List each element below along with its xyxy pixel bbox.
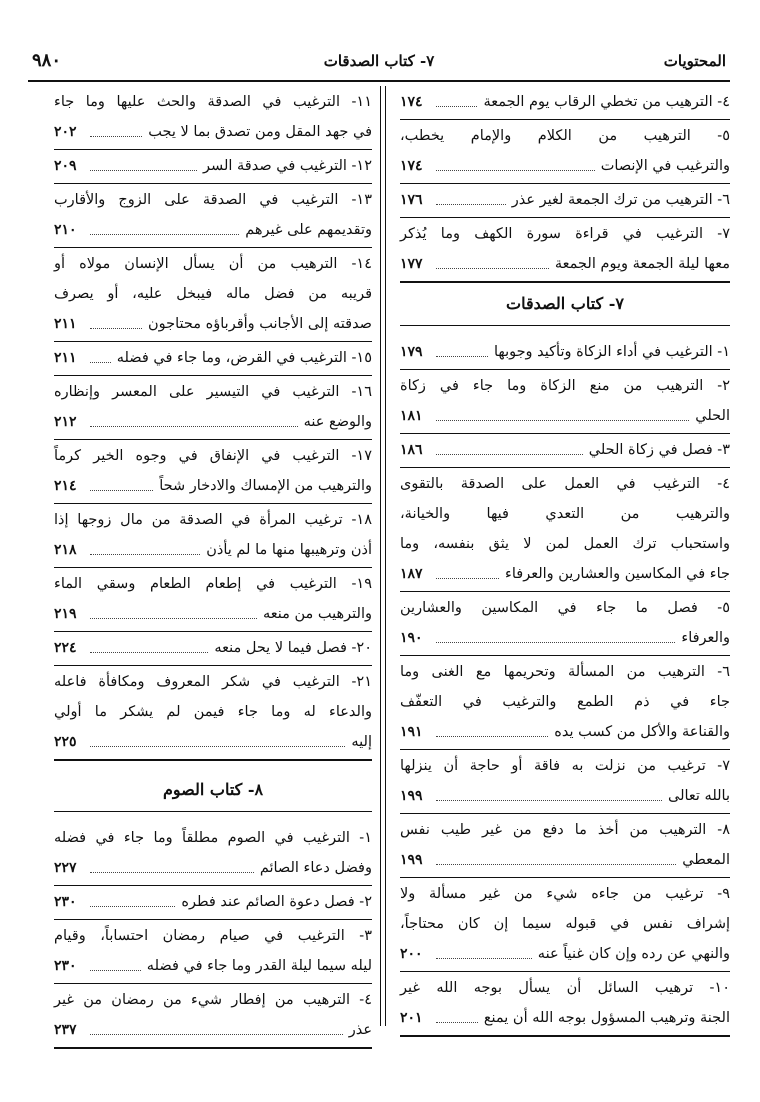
toc-entry-line xyxy=(400,435,730,465)
toc-page-number: ٢٢٧ xyxy=(54,860,77,876)
left-column-bottom-entries xyxy=(54,822,372,1049)
toc-entry[interactable] xyxy=(54,984,372,1049)
dot-leader xyxy=(436,401,689,421)
toc-entry-line xyxy=(54,599,372,629)
toc-entry-line xyxy=(400,249,730,279)
toc-entry[interactable] xyxy=(54,504,372,568)
dot-leader xyxy=(436,717,548,737)
toc-entry[interactable] xyxy=(400,750,730,814)
toc-entry[interactable] xyxy=(54,886,372,920)
toc-entry-line xyxy=(400,151,730,181)
dot-leader xyxy=(436,623,675,643)
toc-entry-text: ١٤- الترهيب من أن يسأل الإنسان مولاه أو xyxy=(54,256,372,272)
column-divider xyxy=(380,86,386,1026)
toc-entry-line xyxy=(54,727,372,757)
toc-entry-line xyxy=(54,309,372,339)
toc-entry[interactable] xyxy=(400,336,730,370)
dot-leader xyxy=(90,727,345,747)
toc-entry-text: وفضل دعاء الصائم xyxy=(259,860,372,876)
section-title-sadaqat: ٧- كتاب الصدقات xyxy=(400,283,730,326)
toc-entry-line xyxy=(54,471,372,501)
page-number: ٩٨٠ xyxy=(32,50,62,71)
dot-leader xyxy=(90,887,175,907)
toc-entry-text: قريبه من فضل ماله فيبخل عليه، أو يصرف xyxy=(54,286,372,302)
toc-entry-text: ١١- الترغيب في الصدقة والحث عليها وما جاء xyxy=(54,94,372,110)
toc-entry[interactable] xyxy=(400,878,730,972)
toc-entry-line xyxy=(400,815,730,845)
toc-entry-line xyxy=(54,535,372,565)
dot-leader xyxy=(436,249,549,269)
dot-leader xyxy=(436,559,499,579)
toc-page-number: ١٩١ xyxy=(400,724,423,740)
toc-entry-line xyxy=(54,1015,372,1045)
toc-page-number: ١٩٩ xyxy=(400,852,423,868)
toc-page-number: ١٧٦ xyxy=(400,192,423,208)
toc-entry-text: والترهيب من الإمساك والادخار شحاً xyxy=(159,478,372,494)
toc-page-number: ١٨٧ xyxy=(400,566,423,582)
toc-entry-line xyxy=(400,121,730,151)
toc-page-number: ٢١١ xyxy=(54,316,77,332)
toc-entry-line xyxy=(400,593,730,623)
toc-entry-line xyxy=(400,781,730,811)
toc-page-number: ٢١٢ xyxy=(54,414,77,430)
toc-entry-text: واستحباب ترك العمل لمن لا يثق بنفسه، وما xyxy=(400,536,730,552)
dot-leader xyxy=(436,845,676,865)
toc-entry-line xyxy=(54,985,372,1015)
toc-entry-text: الجنة وترهيب المسؤول بوجه الله أن يمنع xyxy=(483,1010,730,1026)
toc-entry[interactable] xyxy=(400,592,730,656)
toc-entry-text: ١٧- الترغيب في الإنفاق في وجوه الخير كرماً xyxy=(54,448,372,464)
toc-entry[interactable] xyxy=(54,342,372,376)
left-column xyxy=(54,86,372,1049)
toc-entry-text: ٦- الترهيب من المسألة وتحريمها مع الغنى وما xyxy=(400,664,730,680)
toc-entry-line xyxy=(54,951,372,981)
dot-leader xyxy=(90,471,153,491)
toc-entry-text: ١٣- الترغيب في الصدقة على الزوج والأقارب xyxy=(54,192,372,208)
toc-entry-text: ١٢- الترغيب في صدقة السر xyxy=(203,158,372,174)
toc-page-number: ٢٢٥ xyxy=(54,734,77,750)
toc-entry-text: ١٨- ترغيب المرأة في الصدقة من مال زوجها إذا xyxy=(54,512,372,528)
toc-page-number: ٢٠٠ xyxy=(400,946,423,962)
toc-entry-line xyxy=(54,921,372,951)
toc-entry-text: في جهد المقل ومن تصدق بما لا يجب xyxy=(148,124,372,140)
toc-entry[interactable] xyxy=(400,434,730,468)
toc-entry[interactable] xyxy=(400,218,730,283)
dot-leader xyxy=(436,1003,478,1023)
toc-entry-text: ٣- الترغيب في صيام رمضان احتساباً، وقيام xyxy=(54,928,372,944)
toc-entry-line xyxy=(54,823,372,853)
toc-page-number: ٢٣٠ xyxy=(54,958,77,974)
toc-entry-line xyxy=(400,973,730,1003)
right-column-top-entries xyxy=(400,86,730,283)
toc-entry-text: ٨- الترهيب من أخذ ما دفع من غير طيب نفس xyxy=(400,822,730,838)
toc-entry-line xyxy=(400,469,730,499)
toc-entry-text: جاء في المكاسين والعشارين والعرفاء xyxy=(505,566,730,582)
toc-page-number: ٢٣٠ xyxy=(54,894,77,910)
toc-page-number: ٢١٩ xyxy=(54,606,77,622)
dot-leader xyxy=(90,853,254,873)
dot-leader xyxy=(90,151,197,171)
toc-entry-text: ليله سيما ليلة القدر وما جاء في فضله xyxy=(146,958,372,974)
toc-entry-line xyxy=(400,657,730,687)
toc-entry-text: ١٠- ترهيب السائل أن يسأل بوجه الله غير xyxy=(400,980,730,996)
right-column xyxy=(400,86,730,1037)
toc-entry-line xyxy=(54,249,372,279)
toc-entry-line xyxy=(54,633,372,663)
toc-entry-text: ٤- الترهيب من إفطار شيء من رمضان من غير xyxy=(54,992,372,1008)
toc-entry-text: ٢٠- فصل فيما لا يحل منعه xyxy=(214,640,372,656)
toc-entry-line xyxy=(54,853,372,883)
toc-entry[interactable] xyxy=(400,972,730,1037)
toc-entry[interactable] xyxy=(400,468,730,592)
toc-page-number: ١٨١ xyxy=(400,408,423,424)
toc-entry-text: والوضع عنه xyxy=(303,414,372,430)
toc-entry-line xyxy=(400,687,730,717)
toc-page-number: ١٩٩ xyxy=(400,788,423,804)
toc-entry[interactable] xyxy=(54,632,372,666)
toc-entry[interactable] xyxy=(54,822,372,886)
toc-entry-text: ٧- ترغيب من نزلت به فاقة أو حاجة أن ينزلها xyxy=(400,758,730,774)
toc-entry-line xyxy=(400,845,730,875)
toc-entry-text: ١- الترغيب في الصوم مطلقاً وما جاء في فضله xyxy=(54,830,372,846)
toc-entry-text: صدقته إلى الأجانب وأقرباؤه محتاجون xyxy=(148,316,372,332)
toc-entry-line xyxy=(400,401,730,431)
dot-leader xyxy=(90,215,239,235)
toc-entry-line xyxy=(400,623,730,653)
toc-entry-line xyxy=(54,279,372,309)
toc-entry-text: معها ليلة الجمعة ويوم الجمعة xyxy=(554,256,730,272)
toc-entry-text: إليه xyxy=(351,734,372,750)
toc-page-number: ٢١٠ xyxy=(54,222,77,238)
toc-entry[interactable] xyxy=(54,440,372,504)
toc-entry-line xyxy=(54,667,372,697)
toc-entry-line xyxy=(400,879,730,909)
toc-entry-text: بالله تعالى xyxy=(667,788,730,804)
toc-entry-line xyxy=(400,337,730,367)
dot-leader xyxy=(436,337,488,357)
toc-entry-text: أذن وترهيبها منها ما لم يأذن xyxy=(206,542,372,558)
header-section-label: المحتويات xyxy=(663,52,726,70)
dot-leader xyxy=(436,151,595,171)
toc-entry[interactable] xyxy=(400,86,730,120)
right-column-entries xyxy=(400,336,730,1037)
toc-entry-text: ٣- فصل في زكاة الحلي xyxy=(588,442,730,458)
dot-leader xyxy=(90,599,257,619)
dot-leader xyxy=(90,951,141,971)
toc-page-number: ١٧٤ xyxy=(400,158,423,174)
toc-entry-text: الحلي xyxy=(695,408,730,424)
toc-entry-text: والنهي عن رده وإن كان غنياً عنه xyxy=(537,946,730,962)
toc-entry-text: ١٦- الترغيب في التيسير على المعسر وإنظاره xyxy=(54,384,372,400)
toc-entry[interactable] xyxy=(54,86,372,150)
toc-entry-line xyxy=(400,499,730,529)
toc-entry-line xyxy=(400,185,730,215)
toc-entry-line xyxy=(54,569,372,599)
toc-entry-text: ١٥- الترغيب في القرض، وما جاء في فضله xyxy=(116,350,372,366)
dot-leader xyxy=(436,185,506,205)
toc-entry-line xyxy=(400,909,730,939)
toc-entry-text: ١٩- الترغيب في إطعام الطعام وسقي الماء xyxy=(54,576,372,592)
toc-entry-text: عذر xyxy=(348,1022,372,1038)
dot-leader xyxy=(90,633,208,653)
toc-entry-line xyxy=(54,343,372,373)
dot-leader xyxy=(90,117,142,137)
dot-leader xyxy=(90,535,200,555)
toc-entry-line xyxy=(54,117,372,147)
dot-leader xyxy=(436,939,532,959)
dot-leader xyxy=(436,781,662,801)
toc-entry-text: والترهيب من التعدي فيها والخيانة، xyxy=(400,506,730,522)
toc-page-number: ١٧٩ xyxy=(400,344,423,360)
toc-page-number: ٢٠٢ xyxy=(54,124,77,140)
toc-entry-line xyxy=(54,505,372,535)
toc-entry-text: ٤- الترغيب في العمل على الصدقة بالتقوى xyxy=(400,476,730,492)
toc-page-number: ٢٠٩ xyxy=(54,158,77,174)
toc-entry[interactable] xyxy=(400,184,730,218)
toc-entry-text: ٢- فصل دعوة الصائم عند فطره xyxy=(181,894,372,910)
toc-entry-line xyxy=(400,559,730,589)
toc-entry-text: ١- الترغيب في أداء الزكاة وتأكيد وجوبها xyxy=(493,344,730,360)
toc-page-number: ١٩٠ xyxy=(400,630,423,646)
toc-entry-line xyxy=(400,529,730,559)
toc-entry-text: وتقديمهم على غيرهم xyxy=(245,222,372,238)
section-title-sawm: ٨- كتاب الصوم xyxy=(54,769,372,812)
toc-entry-line xyxy=(400,219,730,249)
toc-entry-line xyxy=(400,751,730,781)
toc-entry-text: ٩- ترغيب من جاءه شيء من غير مسألة ولا xyxy=(400,886,730,902)
toc-entry-text: المعطي xyxy=(682,852,730,868)
toc-entry[interactable] xyxy=(54,568,372,632)
toc-entry-line xyxy=(400,371,730,401)
toc-entry[interactable] xyxy=(400,656,730,750)
toc-entry[interactable] xyxy=(54,184,372,248)
toc-page-number: ٢٠١ xyxy=(400,1010,423,1026)
page-header xyxy=(28,50,730,82)
toc-page-number: ٢٣٧ xyxy=(54,1022,77,1038)
toc-entry-text: ٧- الترغيب في قراءة سورة الكهف وما يُذكر xyxy=(400,226,730,242)
dot-leader xyxy=(90,407,298,427)
toc-entry-line xyxy=(400,1003,730,1033)
toc-entry-text: ٢١- الترغيب في شكر المعروف ومكافأة فاعله xyxy=(54,674,372,690)
toc-entry-text: جاء في ذم الطمع والترغيب في التعفّف xyxy=(400,694,730,710)
toc-entry-text: ٤- الترهيب من تخطي الرقاب يوم الجمعة xyxy=(483,94,730,110)
toc-entry-text: والدعاء له وما جاء فيمن لم يشكر ما أولي xyxy=(54,704,372,720)
toc-entry-text: ٥- فصل ما جاء في المكاسين والعشارين xyxy=(400,600,730,616)
toc-entry-text: والترغيب في الإنصات xyxy=(600,158,730,174)
toc-entry-text: والترهيب من منعه xyxy=(262,606,372,622)
dot-leader xyxy=(90,1015,343,1035)
toc-entry-text: إشراف نفس في قبوله سيما إن كان محتاجاً، xyxy=(400,916,730,932)
toc-entry-line xyxy=(54,215,372,245)
dot-leader xyxy=(90,309,142,329)
toc-entry-line xyxy=(54,87,372,117)
toc-entry-line xyxy=(400,87,730,117)
toc-page-number: ٢١١ xyxy=(54,350,77,366)
toc-entry[interactable] xyxy=(54,920,372,984)
toc-entry[interactable] xyxy=(54,376,372,440)
toc-entry[interactable] xyxy=(54,248,372,342)
toc-entry[interactable] xyxy=(54,666,372,761)
toc-page-number: ١٧٤ xyxy=(400,94,423,110)
toc-page-number: ٢٢٤ xyxy=(54,640,77,656)
toc-entry-text: ٥- الترهيب من الكلام والإمام يخطب، xyxy=(400,128,730,144)
header-chapter-title: ٧- كتاب الصدقات xyxy=(323,52,435,70)
dot-leader xyxy=(90,343,111,363)
toc-entry[interactable] xyxy=(400,120,730,184)
toc-entry[interactable] xyxy=(400,370,730,434)
toc-entry-text: والقناعة والأكل من كسب يده xyxy=(554,724,730,740)
toc-entry-line xyxy=(400,717,730,747)
toc-page-number: ٢١٨ xyxy=(54,542,77,558)
toc-entry-text: ٦- الترهيب من ترك الجمعة لغير عذر xyxy=(511,192,730,208)
left-column-entries xyxy=(54,86,372,761)
toc-entry-text: ٢- الترهيب من منع الزكاة وما جاء في زكاة xyxy=(400,378,730,394)
toc-entry-line xyxy=(54,887,372,917)
toc-entry-line xyxy=(54,441,372,471)
toc-entry-line xyxy=(54,407,372,437)
toc-page-number: ١٨٦ xyxy=(400,442,423,458)
toc-entry-line xyxy=(400,939,730,969)
toc-page-number: ١٧٧ xyxy=(400,256,423,272)
toc-entry-line xyxy=(54,185,372,215)
dot-leader xyxy=(436,435,583,455)
toc-entry[interactable] xyxy=(400,814,730,878)
toc-entry-line xyxy=(54,151,372,181)
toc-entry[interactable] xyxy=(54,150,372,184)
dot-leader xyxy=(436,87,477,107)
toc-page-number: ٢١٤ xyxy=(54,478,77,494)
toc-entry-line xyxy=(54,377,372,407)
toc-entry-text: والعرفاء xyxy=(681,630,730,646)
toc-entry-line xyxy=(54,697,372,727)
